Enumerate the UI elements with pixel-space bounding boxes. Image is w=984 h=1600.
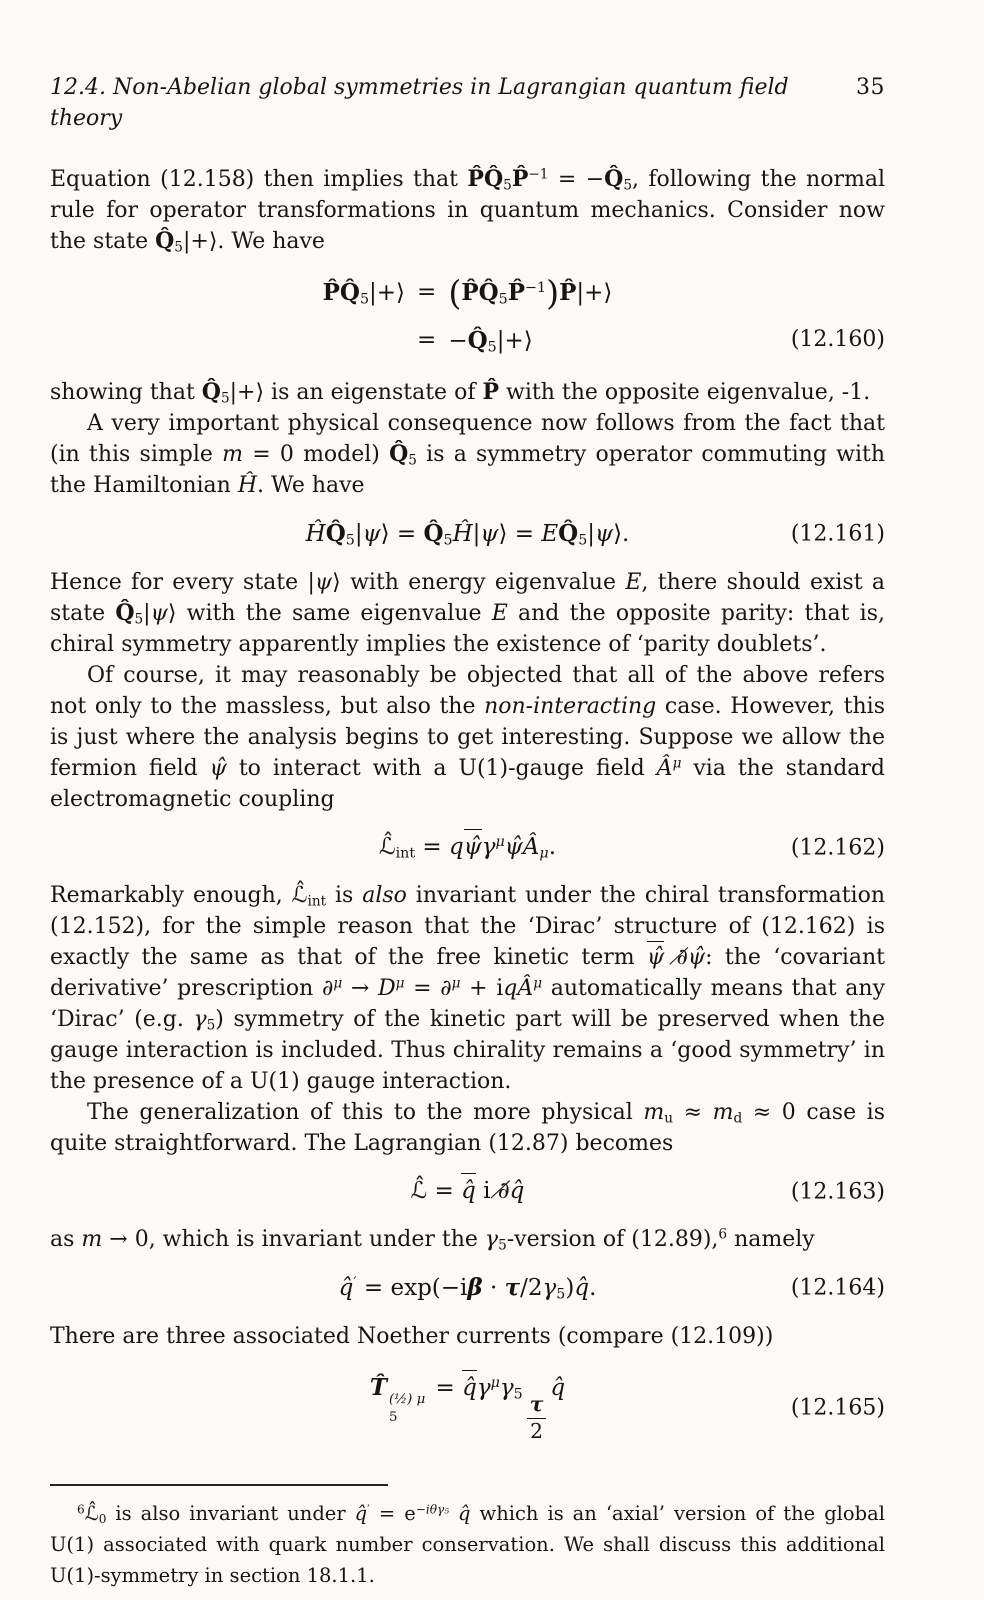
equation-row [323,325,405,357]
equation-number: (12.161) [790,521,885,547]
equation-12-163-body: ℒ̂ = q̂ i ∂̸q̂ [411,1178,525,1204]
paragraph-6: Remarkably enough, $ℒ̂_{int}$ is also invariant under the chiral transformation (12.152), for the simple reason that the ‘Dirac’ structure of (12.162) is exactly the same as that of the free kinetic term ψ̂ ∂̸ψ̂: the ‘covariant derivative’ prescription $\partial^\mu \to D^\mu = \partial^\mu$ + iqÂ$^\mu$ automatically means that any ‘Dirac’ (e.g. $\gamma_5$) symmetry of the kinetic part will be preserved when the gauge interaction is included. Thus chirality remains a ‘good symmetry’ in the presence of a U(1) gauge interaction. [50,883,886,1094]
equation-12-162-body: $ℒ̂_{int}$ = $q\psî\gamma^\mu\psîÂ_\mu$. [379,834,556,860]
paragraph-1: Equation (12.158) then implies that $P̂Q̂_5P̂^{-1}$ = $-Q̂_5$, following the normal rule for operator transformations in quantum mechanics. Consider now the state $Q̂_5|+⟩$. We have [50,166,885,256]
equation-12-163 [50,1176,885,1207]
equation-row: $P̂Q̂_5|+⟩$ [322,279,406,308]
paragraph-9: There are three associated Noether currents (compare (12.109)) [50,1324,774,1349]
footnote [50,1484,885,1591]
section-heading: 12.4. Non-Abelian global symmetries in Lagrangian quantum field theory [50,75,789,131]
equation-12-160-body: $P̂Q̂_5|+⟩$ = $(P̂Q̂_5P̂^{-1})P̂|+⟩$ = $-Q̂_5|+⟩$ [322,273,613,356]
page-number: 35 [856,75,885,100]
paragraph-7: The generalization of this to the more physical $m_u \approx m_d \approx 0$ case is quite straightforward. The Lagrangian (12.87) becomes [50,1100,885,1156]
equation-12-161-body: $ĤQ̂_5|\psi⟩$ = $Q̂_5Ĥ|\psi⟩$ = $EQ̂_5|\psi⟩$. [305,520,630,549]
paragraph-4: Hence for every state |ψ⟩ with energy eigenvalue E, there should exist a state $Q̂_5|\psi⟩$ with the same eigenvalue E and the opposite parity: that is, chiral symmetry apparently implies the existence of ‘parity doublets’. [50,570,886,657]
equation-12-160 [50,273,885,357]
equation-number: (12.165) [790,1395,885,1421]
footnote-text: $^6ℒ̂_0$ is also invariant under q̂′ = $e^{-i\theta\gamma_5}$ q̂ which is an ‘axial’ version of the global U(1) associated with quark number conservation. We shall discuss this additional U(1)-symmetry in section 18.1.1. [50,1501,885,1587]
equation-12-165 [50,1372,885,1444]
equation-number: (12.162) [790,835,885,860]
paragraph-8: as m → 0, which is invariant under the $\gamma_5$-version of (12.89),$^6$ namely [50,1226,815,1254]
equation-number: (12.163) [790,1179,885,1204]
footnote-rule [50,1484,388,1486]
equation-12-165-body: T̂ (½) μ 5 = $q̂\gamma^\mu\gamma_5$ $\frac{\tau}{2}$ q̂ [370,1375,565,1401]
equation-12-164-body: q̂′ = $\exp(-i\beta \cdot \tau/2\gamma_5)q̂$. [338,1274,597,1303]
equation-12-162 [50,832,885,863]
equation-number: (12.164) [790,1275,885,1301]
paragraph-5: Of course, it may reasonably be objected that all of the above refers not only to the massless, but also the non-interacting case. However, this is just where the analysis begins to get interesting. Suppose we allow the fermion field ψ̂ to interact with a U(1)-gauge field $Â^\mu$ via the standard electromagnetic coupling [50,663,885,812]
running-header [50,72,885,134]
equation-12-164 [50,1272,885,1304]
equation-number: (12.160) [790,327,885,352]
paragraph-3: A very important physical consequence now follows from the fact that (in this simple m = 0 model) $Q̂_5$ is a symmetry operator commuting with the Hamiltonian Ĥ. We have [50,411,886,498]
equation-12-161 [50,518,885,550]
paragraph-2: showing that $Q̂_5|+⟩$ is an eigenstate of P̂ with the opposite eigenvalue, -1. [50,379,871,407]
